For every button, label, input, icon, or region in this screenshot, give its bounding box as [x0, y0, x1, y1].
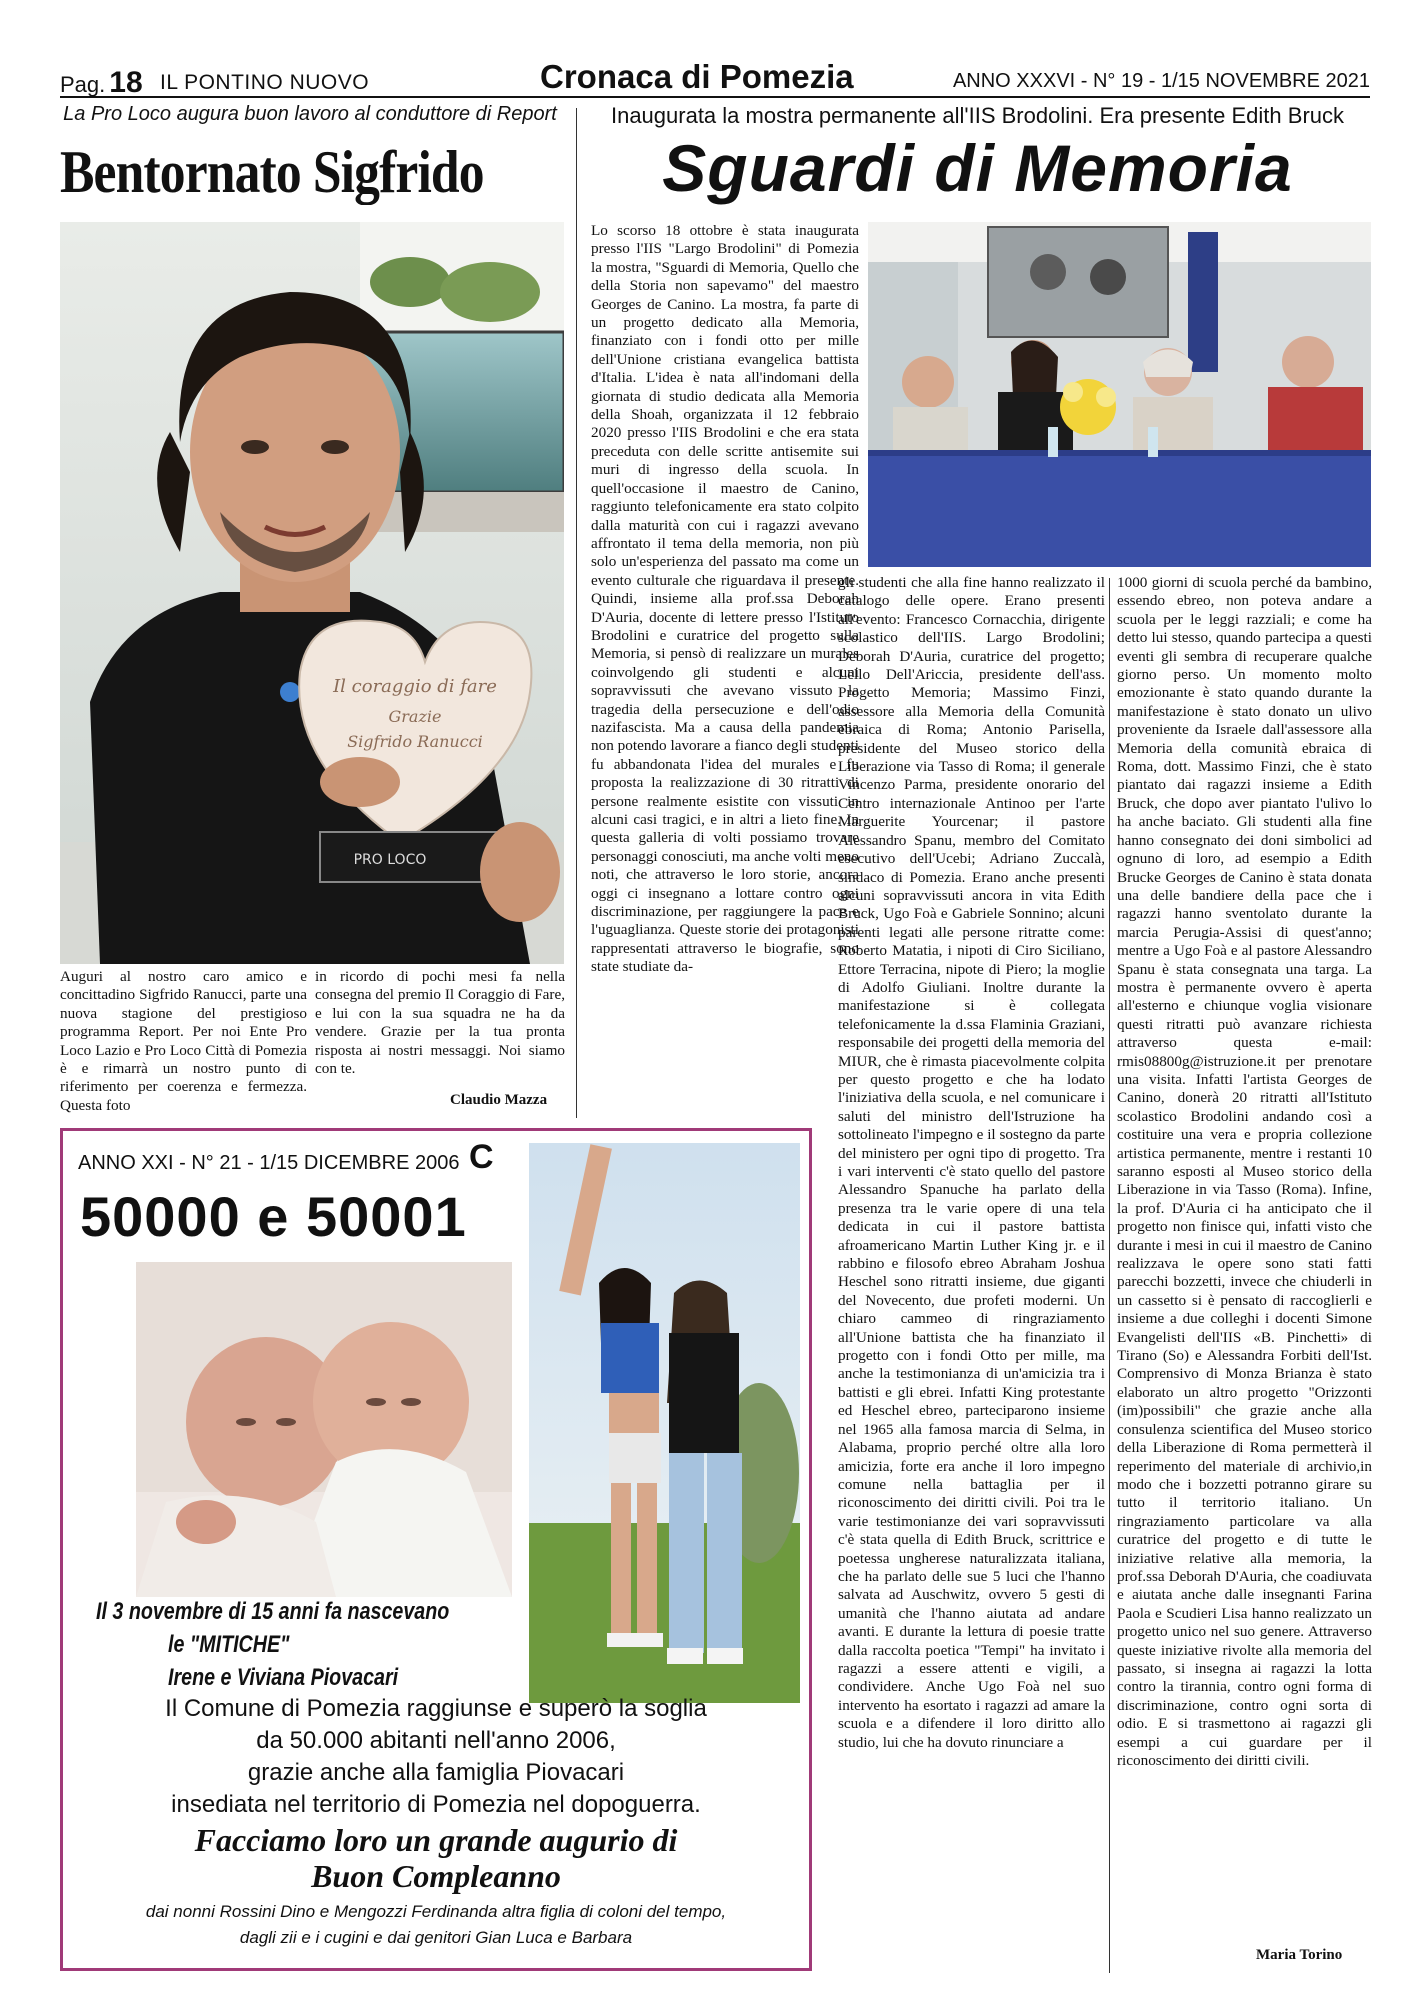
birthday-signature-1: dai nonni Rossini Dino e Mengozzi Ferdinanda altra figlia di coloni del tempo,: [145, 1902, 727, 1921]
left-story-kicker: La Pro Loco augura buon lavoro al conduttore di Report: [63, 103, 557, 125]
birthday-greeting-2: Buon Compleanno: [311, 1858, 561, 1894]
birthday-line-6: grazie anche alla famiglia Piovacari: [247, 1759, 625, 1786]
sigfrido-photo: [60, 222, 564, 964]
birthday-greeting-1: Facciamo loro un grande augurio di: [194, 1822, 678, 1858]
plaque-line-3: Sigfrido Ranucci: [347, 732, 483, 751]
column-divider: [1109, 578, 1110, 1973]
event-photo-illustration: [868, 222, 1371, 567]
birthday-line-1: Il 3 novembre di 15 anni fa nascevano: [96, 1598, 450, 1625]
left-story-column-2: in ricordo di pochi mesi fa nella consegna del premio Il Coraggio di Fare, e lui con la sua squadra ne ha da vendere. Grazie per la tua pronta risposta ai nostri messaggi. Noi siamo con te.: [315, 968, 565, 1078]
page-number: Pag. 18: [60, 66, 143, 99]
right-story-column-3: 1000 giorni di scuola perché da bambino, essendo ebreo, non poteva andare a scuola per le leggi razziali; e come ha detto lui stesso, quando partecipa a questi eventi gli sembra di recuperare qualche giorno perso. Un momento molto emozionante è stato quando durante la manifestazione è stato donato un ulivo proveniente da Israele dall'assessore alla Memoria della comunità ebraica di Roma, dott. Massimo Finzi, che è stato piantato dai ragazzi insieme a Edith Bruck, che dopo aver piantato l'ulivo lo ha anche baciato. Gli studenti alla fine hanno consegnato dei doni simbolici ad ognuno di loro, ad esempio a Edith Brucke Georges de Canino è stata donata una delle bandiere della pace che i ragazzi hanno sventolato durante la marcia Perugia-Assisi di quest'anno; mentre a Ugo Foà e al pastore Alessandro Spanu è stata consegnata una targa. La mostra è permanente ovvero è aperta all'esterno e chiunque voglia visionare questi ritratti può avanzare richiesta attraverso questa e-mail: rmis08800g@istruzione.it per prenotare una visita. Infatti l'artista Georges de Canino, donerà 20 ritratti all'Istituto scolastico Brodolini andando così a costituire una vera e propria collezione artistica permanente, mentre i restanti 10 saranno esposti al Museo storico della Liberazione in via Tasso (Roma). Infine, la prof. D'Auria ci ha anticipato che il progetto non finisce qui, infatti visto che durante i mesi in cui il maestro de Canino realizzava le opere sono stati fatti parecchi bozzetti, invece che chiuderli in un cassetto si è pensato di raccoglierli e insieme a due colleghi i docenti Simone Evangelisti dell'IIS «B. Pinchetti» di Tirano (So) e Alessandra Forbiti dell'Ist. Comprensivo di Monza Brianza è stato elaborato un altro progetto "Orizzonti (im)possibili" che grazie anche alla consulenza scientifica del Museo storico della Liberazione di Roma permetterà il reperimento del materiale di archivio,in modo che i bozzetti potranno girare su tutto il territorio italiano. Un ringraziamento particolare va alla curatrice del progetto e di tutte le iniziative relative alla memoria, la prof.ssa Deborah D'Auria, che coadiuvata e aiutata anche dalle insegnanti Farina Paola e Scudieri Lisa hanno realizzato un progetto unico nel suo genere. Attraverso queste iniziative rivolte alla memoria del passato, si insegna ai ragazzi la lotta contro la tirannia, contro ogni forma di discriminazione, contro ogni sorta di odio. E si trasmettono ai ragazzi gli esempi a cui guardare per il riconoscimento dei diritti civili.: [1117, 574, 1372, 1769]
left-story-signature: Claudio Mazza: [450, 1092, 548, 1108]
masthead: [60, 58, 1370, 98]
birthday-title: 50000 e 50001: [80, 1185, 467, 1248]
right-story-column-1: Lo scorso 18 ottobre è stata inaugurata presso l'IIS "Largo Brodolini" di Pomezia la mostra, "Sguardi di Memoria, Quello che della Storia non sapevamo" del maestro Georges de Canino. La mostra, fa parte di un progetto dedicato alla Memoria, finanziato con i fondi otto per mille dell'Unione cristiana evangelica battista d'Italia. L'idea è nata all'indomani della giornata di studio dedicata alla Memoria della Shoah, organizzata il 12 febbraio 2020 presso l'IIS Brodolini e che era stata preceduta con delle scritte antisemite sui muri di ingresso della scuola. In quell'occasione il maestro de Canino, raggiunto telefonicamente era stato colpito dalla maturità con cui i ragazzi avevano affrontato il tema della memoria, non più solo un'esperienza del passato ma come un evento culturale che riguardava il presente. Quindi, insieme alla prof.ssa Deborah D'Auria, docente di lettere presso l'Istituto Brodolini e curatrice del progetto sulla Memoria, si pensò di realizzare un murales coinvolgendo gli studenti e alcuni sopravvissuti che avevano vissuto la tragedia della persecuzione e dell'odio nazifascista. Ma a causa della pandemia non potendo lavorare a fianco degli studenti fu abbandonata l'idea del murales e fu proposta la realizzazione di 30 ritratti di persone realmente esistite con vissuti in alcuni casi tragici, e in altri a lieto fine. In questa galleria di volti possiamo trovare personaggi conosciuti, ma anche volti meno noti, che attraverso le loro storie, ancora oggi ci insegnano a lottare contro ogni discriminazione, per raggiungere la pace e l'uguaglianza. Queste storie dei protagonisti rappresentati attraverso le biografie, sono state studiate da-: [591, 222, 859, 976]
right-story-kicker: Inaugurata la mostra permanente all'IIS Brodolini. Era presente Edith Bruck: [610, 103, 1345, 128]
paper-name: IL PONTINO NUOVO: [160, 71, 370, 94]
issue-info: ANNO XXXVI - N° 19 - 1/15 NOVEMBRE 2021: [952, 70, 1370, 92]
birthday-line-7: insediata nel territorio di Pomezia nel dopoguerra.: [171, 1791, 701, 1818]
sigfrido-photo-illustration: [60, 222, 564, 964]
birthday-issue-info: ANNO XXI - N° 21 - 1/15 DICEMBRE 2006: [78, 1152, 460, 1174]
plaque-line-1: Il coraggio di fare: [333, 676, 497, 697]
section-title: Cronaca di Pomezia: [540, 58, 854, 95]
plaque-line-2: Grazie: [388, 707, 442, 726]
birthday-line-4: Il Comune di Pomezia raggiunse e superò la soglia: [165, 1695, 707, 1722]
event-photo: [868, 222, 1371, 567]
left-story-column-1: Auguri al nostro caro amico e concittadino Sigfrido Ranucci, parte una nuova stagione del prestigioso programma Report. Per noi Ente Pro Loco Lazio e Pro Loco Città di Pomezia è e rimarrà un nostro punto di riferimento per coerenza e fermezza. Questa foto: [60, 968, 307, 1114]
girls-photo-illustration: [529, 1143, 800, 1703]
birthday-letter: C: [469, 1138, 494, 1176]
birthday-signature-2: dagli zii e i cugini e dai genitori Gian Luca e Barbara: [239, 1928, 633, 1947]
babies-photo-illustration: [136, 1262, 512, 1597]
birthday-line-3: Irene e Viviana Piovacari: [168, 1664, 399, 1691]
plaque-logo: PRO LOCO: [353, 852, 427, 868]
column-divider: [576, 108, 577, 1118]
right-story-signature: Maria Torino: [1256, 1947, 1343, 1963]
birthday-line-5: da 50.000 abitanti nell'anno 2006,: [256, 1727, 616, 1754]
birthday-line-2: le "MITICHE": [168, 1631, 290, 1658]
babies-photo: [136, 1262, 512, 1597]
right-story-column-2: gli studenti che alla fine hanno realizzato il catalogo delle opere. Erano presenti all'evento: Francesco Cornacchia, dirigente scolastico dell'IIS. Largo Brodolini; Deborah D'Auria, curatrice del progetto; Lello Dell'Ariccia, presidente dell'ass. Progetto Memoria; Massimo Finzi, assessore alla Memoria della Comunità ebraica di Roma; Antonio Parisella, presidente del Museo storico della Liberazione via Tasso di Roma; il generale Vincenzo Parma, presidente onorario del Centro internazionale Antinoo per l'arte Marguerite Yourcenar; il pastore Alessandro Spanu, membro del Comitato esecutivo dell'Ucebi; Adriano Zuccalà, sindaco di Pomezia. Erano anche presenti alcuni sopravvissuti ancora in vita Edith Bruck, Ugo Foà e Gabriele Sonnino; alcuni parenti legati alle persone ritratte come: Roberto Matatia, i nipoti di Ciro Siciliano, Ettore Terracina, nipote di Piero; la moglie di Adolfo Giuliani. Inoltre durante la manifestazione si è collegata telefonicamente la d.ssa Flaminia Graziani, responsabile dei progetti della memoria del MIUR, che è rimasta piacevolmente colpita per questo progetto e che ha lodato l'iniziativa della scuola, e nel comunicare i saluti del ministro dell'Istruzione ha sottolineato l'impegno e il sostegno da parte del ministero per ogni tipo di progetto. Tra i vari interventi c'è stato quello del pastore Alessandro Spanuche ha parlato della presenza tra le varie opere di una tela dedicata in cui il pastore battista afroamericano Martin Luther King jr. e il rabbino e filosofo ebreo Abraham Joshua Heschel sono ritratti insieme, due giganti del Novecento, due profeti moderni. Un chiaro cammeo di ringraziamento all'Unione battista che ha finanziato il progetto con i fondi Otto per mille, ma anche la testimonianza di un'amicizia tra i battisti e gli ebrei. Infatti King protestante ed Heschel ebreo, parteciparono insieme nel 1965 alla famosa marcia di Selma, in Alabama, proprio perché oltre alla loro amicizia, forte era anche il loro impegno comune nella battaglia per il riconoscimento dei diritti civili. Poi tra le varie testimonianze dei vari sopravvissuti c'è stata quella di Edith Bruck, scrittrice e poetessa ungherese naturalizzata italiana, che ha parlato delle sue 5 luci che l'hanno salvata ad Auschwitz, ovvero 5 gesti di umanità che l'hanno aiutata ad andare avanti. E durante la lettura di poesie tratte dalla raccolta poetica "Tempi" ha invitato i ragazzi a essere attenti e vigili, a condividere. Anche Ugo Foà nel suo intervento ha esortato i ragazzi ad amare la scuola e a difendere il loro diritto allo studio, lui che ha dovuto rinunciare a: [838, 574, 1105, 1751]
left-story-title: Bentornato Sigfrido: [60, 139, 484, 205]
right-story-title: Sguardi di Memoria: [662, 131, 1293, 205]
girls-photo: [529, 1143, 800, 1703]
